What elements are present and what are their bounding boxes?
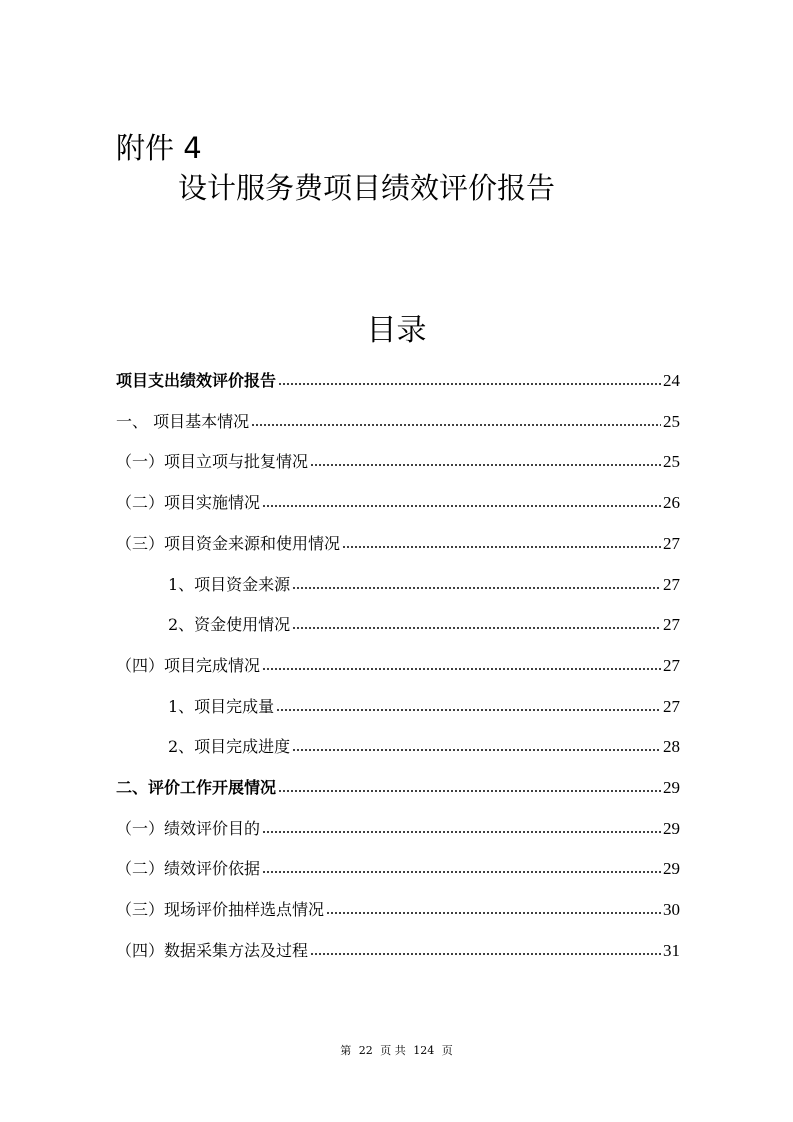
toc-entry-title: 1、项目完成量 <box>168 696 275 716</box>
toc-entry-title: 1、项目资金来源 <box>168 574 291 594</box>
toc-dot-leader <box>262 830 661 834</box>
toc-entry[interactable] <box>116 772 680 798</box>
toc-entry-title: 项目支出绩效评价报告 <box>116 371 277 390</box>
toc-dot-leader <box>292 586 661 590</box>
toc-entry-title: （一）绩效评价目的 <box>116 818 261 838</box>
page-footer <box>0 1043 793 1059</box>
footer-middle: 页 共 <box>380 1044 406 1057</box>
toc-entry[interactable] <box>116 853 680 879</box>
toc-entry-page: 31 <box>663 940 680 960</box>
footer-prefix: 第 <box>340 1044 352 1057</box>
toc-entry-page: 25 <box>663 452 680 472</box>
toc-entry-title: （一）项目立项与批复情况 <box>116 452 309 472</box>
toc-entry-page: 27 <box>663 615 680 635</box>
toc-dot-leader <box>326 911 661 915</box>
toc-entry-title: （四）项目完成情况 <box>116 655 261 675</box>
toc-entry[interactable] <box>116 365 680 391</box>
toc-entry[interactable] <box>116 650 680 676</box>
toc-entry-title: （三）项目资金来源和使用情况 <box>116 533 341 553</box>
toc-dot-leader <box>262 667 661 671</box>
toc-entry[interactable] <box>116 446 680 472</box>
report-title: 设计服务费项目绩效评价报告 <box>178 171 556 205</box>
toc-dot-leader <box>278 382 661 386</box>
toc-dot-leader <box>262 870 661 874</box>
toc-entry-title: 2、项目完成进度 <box>168 737 291 757</box>
toc-entry-page: 24 <box>663 371 680 390</box>
footer-current-page: 22 <box>358 1044 373 1057</box>
toc-entry-page: 29 <box>663 778 680 797</box>
toc-entry-page: 29 <box>663 818 680 838</box>
toc-entry[interactable] <box>116 894 680 920</box>
toc-entry-page: 26 <box>663 493 680 513</box>
toc-entry-title: 二、评价工作开展情况 <box>116 778 277 797</box>
toc-dot-leader <box>278 789 661 793</box>
toc-entry[interactable] <box>116 813 680 839</box>
toc-entry-title: （二）项目实施情况 <box>116 493 261 513</box>
toc-entry-page: 28 <box>663 737 680 757</box>
toc-entry[interactable] <box>168 731 680 757</box>
toc-entry-page: 29 <box>663 859 680 879</box>
toc-entry-title: （三）现场评价抽样选点情况 <box>116 900 325 920</box>
toc-entry-page: 27 <box>663 696 680 716</box>
attachment-label: 附件 4 <box>116 131 202 165</box>
toc-entry-page: 25 <box>663 411 680 431</box>
toc-entry-page: 27 <box>663 574 680 594</box>
toc-dot-leader <box>276 708 661 712</box>
toc-entry-page: 27 <box>663 533 680 553</box>
toc-entry[interactable] <box>168 691 680 717</box>
footer-suffix: 页 <box>441 1044 453 1057</box>
toc-entry[interactable] <box>116 528 680 554</box>
toc-entry-page: 30 <box>663 900 680 920</box>
toc-entry-title: 2、资金使用情况 <box>168 615 291 635</box>
toc-dot-leader <box>292 748 661 752</box>
toc-dot-leader <box>310 952 661 956</box>
toc-dot-leader <box>310 463 661 467</box>
toc-entry[interactable] <box>168 569 680 595</box>
toc-entry-title: 一、 项目基本情况 <box>116 411 250 431</box>
toc-dot-leader <box>251 423 661 427</box>
toc-entry[interactable] <box>116 487 680 513</box>
toc-heading: 目录 <box>366 313 427 348</box>
toc-dot-leader <box>262 504 661 508</box>
toc-entry-title: （二）绩效评价依据 <box>116 859 261 879</box>
toc-entry[interactable] <box>116 406 680 432</box>
toc-entry[interactable] <box>168 609 680 635</box>
toc-entry-page: 27 <box>663 655 680 675</box>
footer-total-pages: 124 <box>413 1044 435 1057</box>
toc-entry-title: （四）数据采集方法及过程 <box>116 940 309 960</box>
toc-entry[interactable] <box>116 935 680 961</box>
toc-dot-leader <box>342 545 661 549</box>
toc-dot-leader <box>292 626 661 630</box>
